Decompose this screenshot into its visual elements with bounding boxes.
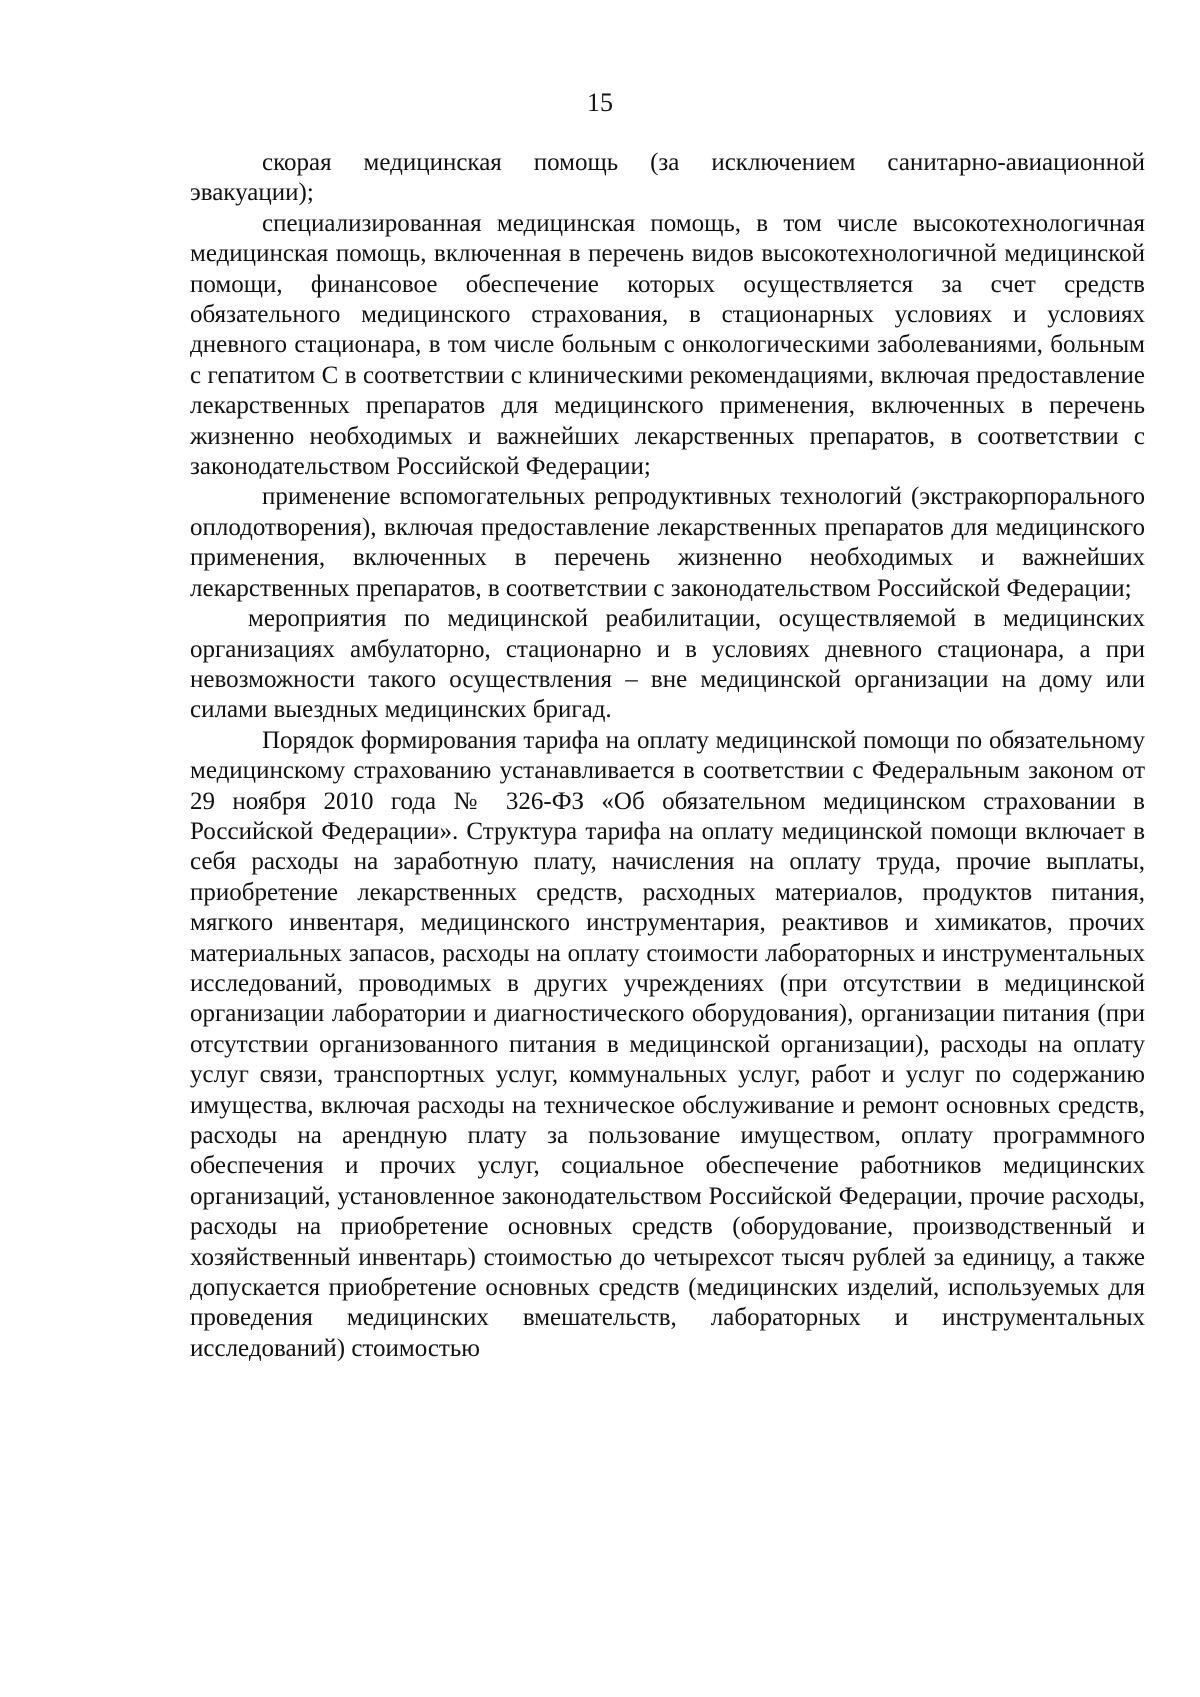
page-number: 15 [587, 88, 613, 117]
paragraph-tariff-procedure: Порядок формирования тарифа на оплату медицинской помощи по обязательному медицинскому страхованию устанавливается в соответствии с Федеральным законом от 29 ноября 2010 года № 326-ФЗ «Об обязательном медицинском страховании в Российской Федерации». Структура тарифа на оплату медицинской помощи включает в себя расходы на заработную плату, начисления на оплату труда, прочие выплаты, приобретение лекарственных средств, расходных материалов, продуктов питания, мягкого инвентаря, медицинского инструментария, реактивов и химикатов, прочих материальных запасов, расходы на оплату стоимости лабораторных и инструментальных исследований, проводимых в других учреждениях (при отсутствии в медицинской организации лаборатории и диагностического оборудования), организации питания (при отсутствии организованного питания в медицинской организации), расходы на оплату услуг связи, транспортных услуг, коммунальных услуг, работ и услуг по содержанию имущества, включая расходы на техническое обслуживание и ремонт основных средств, расходы на арендную плату за пользование имуществом, оплату программного обеспечения и прочих услуг, социальное обеспечение работников медицинских организаций, установленное законодательством Российской Федерации, прочие расходы, расходы на приобретение основных средств (оборудование, производственный и хозяйственный инвентарь) стоимостью до четырехсот тысяч рублей за единицу, а также допускается приобретение основных средств (медицинских изделий, используемых для проведения медицинских вмешательств, лабораторных и инструментальных исследований) стоимостью [190, 726, 1145, 1362]
paragraph-rehabilitation: мероприятия по медицинской реабилитации, осуществляемой в медицинских организациях амбулаторно, стационарно и в условиях дневного стационара, а при невозможности такого осуществления – вне медицинской организации на дому или силами выездных медицинских бригад. [190, 605, 1145, 724]
paragraph-specialized-care: специализированная медицинская помощь, в том числе высокотехнологичная медицинская помощь, включенная в перечень видов высокотехнологичной медицинской помощи, финансовое обеспечение которых осуществляется за счет средств обязательного медицинского страхования, в стационарных условиях и условиях дневного стационара, в том числе больным с онкологическими заболеваниями, больным с гепатитом С в соответствии с клиническими рекомендациями, включая предоставление лекарственных препаратов для медицинского применения, включенных в перечень жизненно необходимых и важнейших лекарственных препаратов, в соответствии с законодательством Российской Федерации; [190, 209, 1145, 481]
paragraph-reproductive-technologies: применение вспомогательных репродуктивных технологий (экстракорпорального оплодотворения), включая предоставление лекарственных препаратов для медицинского применения, включенных в перечень жизненно необходимых и важнейших лекарственных препаратов, в соответствии с законодательством Российской Федерации; [190, 483, 1145, 602]
paragraph-emergency-care: скорая медицинская помощь (за исключением санитарно-авиационной эвакуации); [190, 149, 1145, 207]
document-body [190, 148, 1145, 1364]
